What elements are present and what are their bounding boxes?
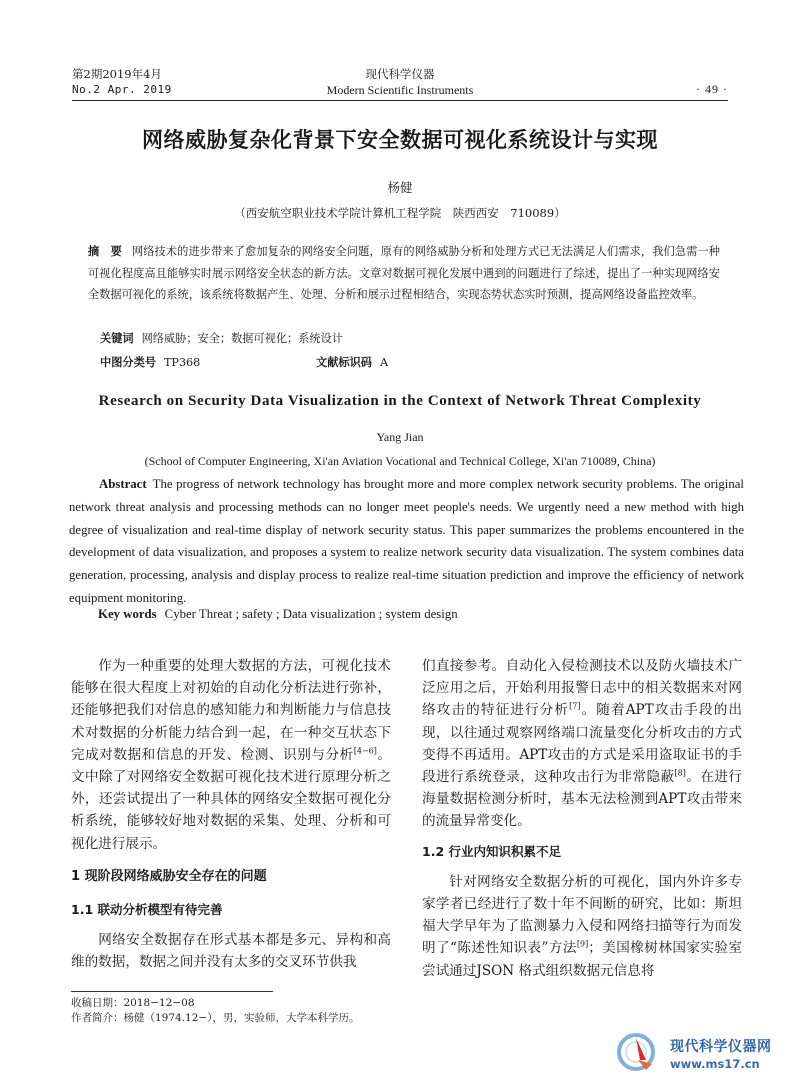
body-paragraph <box>422 655 742 833</box>
journal-cn: 现代科学仪器 <box>365 67 435 81</box>
section-heading-1-1: 1.1 联动分析模型有待完善 <box>71 902 223 918</box>
body-column-right <box>422 655 742 982</box>
clc-label: 中图分类号 <box>100 356 156 369</box>
affiliation-en: (School of Computer Engineering, Xi'an Aviation Vocational and Technical College, Xi'an 710089, China) <box>144 454 656 468</box>
author-en: Yang Jian <box>376 430 424 444</box>
footnote-rule <box>71 991 273 992</box>
affiliation-cn: （西安航空职业技术学院计算机工程学院 陕西西安 710089） <box>234 206 566 220</box>
classification-row <box>100 354 720 370</box>
body-paragraph: 网络安全数据存在形式基本都是多元、异构和高维的数据，数据之间并没有太多的交叉环节供我 <box>71 932 391 971</box>
keywords-en-label: Key words <box>98 607 157 621</box>
doc-code-value: A <box>379 356 389 369</box>
body-paragraph <box>71 655 391 855</box>
header-rule <box>72 100 728 101</box>
watermark-url: www.ms17.cn <box>670 1057 760 1071</box>
body-text: ；美国橡树林国家实验室尝试通过JSON 格式组织数据元信息将 <box>422 940 742 979</box>
abstract-cn <box>88 241 720 306</box>
page-number: · 49 · <box>696 82 728 96</box>
abstract-en-text: The progress of network technology has brought more and more complex network security problems. The original network threat analysis and processing methods can no longer meet people's needs. We urgently need a new method with high degree of visualization and real-time display of network security status. This paper summarizes the problems encountered in the development of data visualization, and proposes a system to realize network security data visualization. The system combines data generation, processing, analysis and display process to realize real-time situation prediction and improve the efficiency of network equipment monitoring. <box>69 477 744 605</box>
abstract-en <box>69 473 744 610</box>
received-date: 收稿日期：2018−12−08 <box>71 997 195 1009</box>
body-text: 作为一种重要的处理大数据的方法，可视化技术能够在很大程度上对初始的自动化分析法进行弥补，还能够把我们对信息的感知能力和判断能力与信息技术对数据的分析能力结合到一起，在一种交互状态下完成对数据和信息的开发、检测、识别与分析 <box>71 658 391 763</box>
body-paragraph <box>422 871 742 982</box>
body-text: 们直接参考。自动化入侵检测技术以及防火墙技术广泛应用之后，开始利用报警日志中的相关数据来对网络攻击的特征进行分析 <box>422 658 742 719</box>
keywords-cn-text: 网络威胁；安全；数据可视化；系统设计 <box>141 332 343 345</box>
body-text: 针对网络安全数据分析的可视化，国内外许多专家学者已经进行了数十年不间断的研究，比如：斯坦福大学早年为了监测暴力入侵和网络扫描等行为而发明了“陈述性知识表”方法 <box>422 873 742 957</box>
paper-title-cn: 网络威胁复杂化背景下安全数据可视化系统设计与实现 <box>142 127 658 152</box>
author-cn: 杨健 <box>387 180 413 195</box>
author-bio: 作者简介：杨健（1974.12−），男，实验师，大学本科学历。 <box>71 1012 360 1024</box>
body-text: 。文中除了对网络安全数据可视化技术进行原理分析之外，还尝试提出了一种具体的网络安全数据可视化分析系统，能够较好地对数据的采集、处理、分析和可视化进行展示。 <box>71 746 392 852</box>
running-header-journal <box>0 66 800 98</box>
doc-code-label: 文献标识码 <box>316 356 372 369</box>
issue-cn: 第2期2019年4月 <box>72 67 162 81</box>
clc-value: TP368 <box>163 356 201 369</box>
citation: [9] <box>576 939 589 949</box>
paper-title-en: Research on Security Data Visualization in the Context of Network Threat Complexity <box>98 393 702 409</box>
body-column-left <box>71 655 391 974</box>
body-text: 。随着APT攻击手段的出现，以往通过观察网络端口流量变化分析攻击的方式变得不再适用。APT攻击的方式是采用盗取证书的手段进行系统登录，这种攻击行为非常隐蔽 <box>422 702 742 786</box>
footnote <box>71 996 359 1026</box>
citation: [8] <box>674 768 686 778</box>
site-watermark <box>616 1030 786 1078</box>
section-heading-1: 1 现阶段网络威胁安全存在的问题 <box>71 868 267 884</box>
citation: [7] <box>569 701 581 711</box>
keywords-en-text: Cyber Threat ; safety ; Data visualization ; system design <box>164 607 458 621</box>
keywords-cn-label: 关键词 <box>100 332 134 345</box>
abstract-cn-text: 网络技术的进步带来了愈加复杂的网络安全问题，原有的网络威胁分析和处理方式已无法满足人们需求，我们急需一种可视化程度高且能够实时展示网络安全状态的新方法。文章对数据可视化发展中遇到的问题进行了综述，提出了一种实现网络安全数据可视化的系统，该系统将数据产生、处理、分析和展示过程相结合，实现态势状态实时预测，提高网络设备监控效率。 <box>88 245 720 301</box>
journal-en: Modern Scientific Instruments <box>326 83 474 97</box>
body-text: 。在进行海量数据检测分析时，基本无法检测到APT攻击带来的流量异常变化。 <box>422 769 743 830</box>
ms17-logo-icon <box>616 1030 660 1074</box>
abstract-en-label: Abstract <box>99 477 147 491</box>
doc-code <box>316 354 388 370</box>
keywords-en <box>98 607 458 622</box>
section-heading-1-2: 1.2 行业内知识积累不足 <box>422 843 561 859</box>
keywords-cn <box>100 330 343 346</box>
watermark-name: 现代科学仪器网 <box>670 1039 772 1055</box>
issue-en: No.2 Apr. 2019 <box>72 83 172 96</box>
citation: [4−6] <box>353 746 377 756</box>
abstract-cn-label: 摘 要 <box>88 245 122 258</box>
